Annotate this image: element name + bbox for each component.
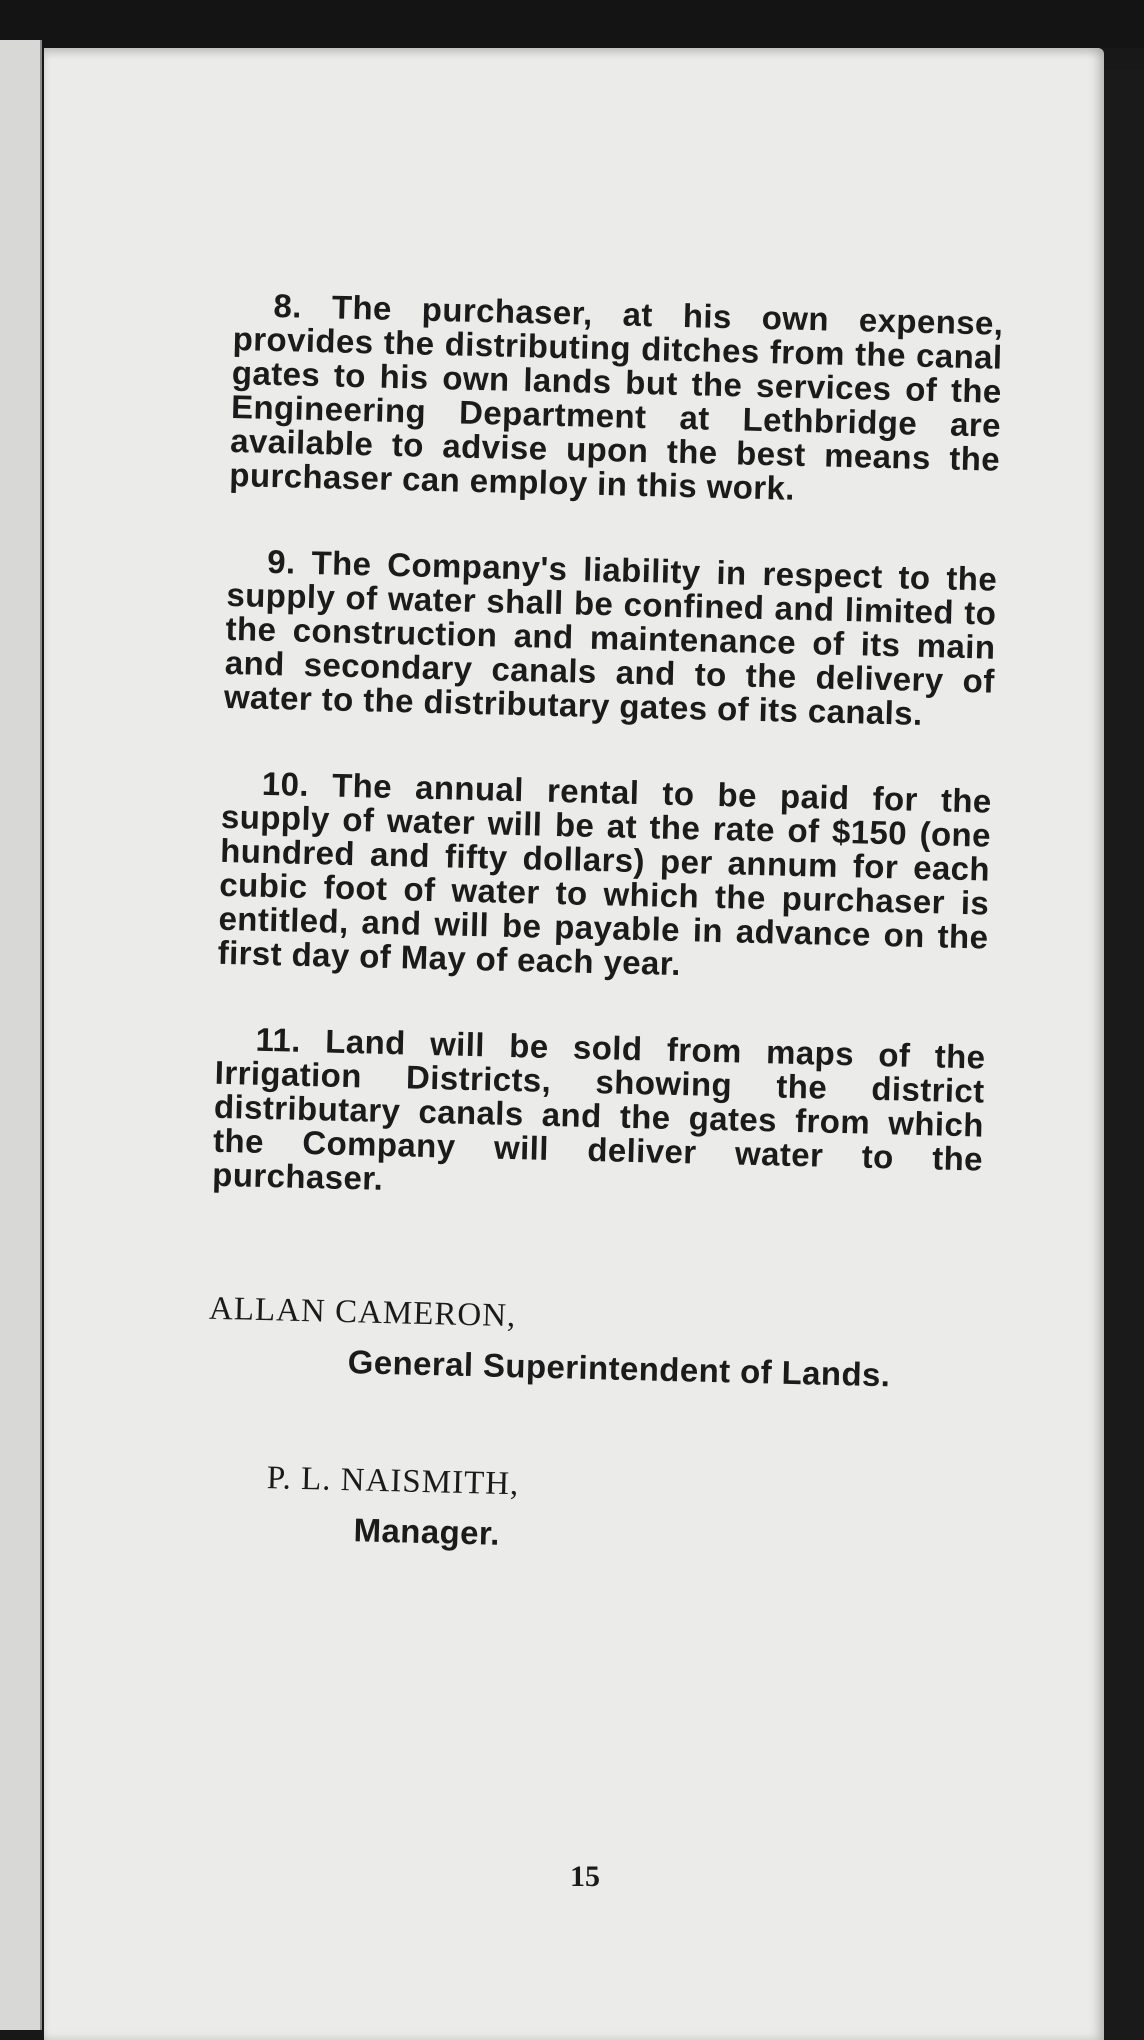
scan-right-edge — [1104, 70, 1144, 2040]
signature-allan-cameron — [207, 1292, 979, 1395]
signatory-name: ALLAN CAMERON, — [208, 1290, 517, 1335]
signatory-name: P. L. NAISMITH, — [266, 1460, 520, 1503]
clause-8: 8. The purchaser, at his own expense, provides the distributing ditches from the canal gates to his own lands but the services of the Engineering Department at Lethbridge are available to advise upon the best means the purchaser can employ in this work. — [228, 286, 1004, 507]
clause-10: 10. The annual rental to be paid for the supply of water will be at the rate of $150 (one hundred and fifty dollars) per annum for each cubic foot of water to which the purchaser is entitled, and will be payable in advance on the first day of May of each year. — [217, 764, 993, 983]
page-number: 15 — [570, 1860, 600, 1893]
clause-11: 11. Land will be sold from maps of the Irrigation Districts, showing the district distributary canals and the gates from which the Company will deliver water to the purchaser. — [211, 1020, 986, 1197]
page-content — [203, 288, 1003, 1562]
signature-naismith — [203, 1460, 975, 1563]
signature-block — [203, 1292, 979, 1563]
clause-9: 9. The Company's liability in respect to the supply of water shall be confined and limited to the construction and maintenance of its main and secondary canals and to the delivery of water to the distributary gates of its canals. — [223, 542, 998, 732]
signatory-title: General Superintendent of Lands. — [347, 1343, 891, 1394]
scan-top-band — [0, 0, 1144, 48]
previous-page-edge — [0, 40, 42, 2030]
book-page — [44, 48, 1104, 2040]
signatory-title: Manager. — [353, 1511, 501, 1552]
